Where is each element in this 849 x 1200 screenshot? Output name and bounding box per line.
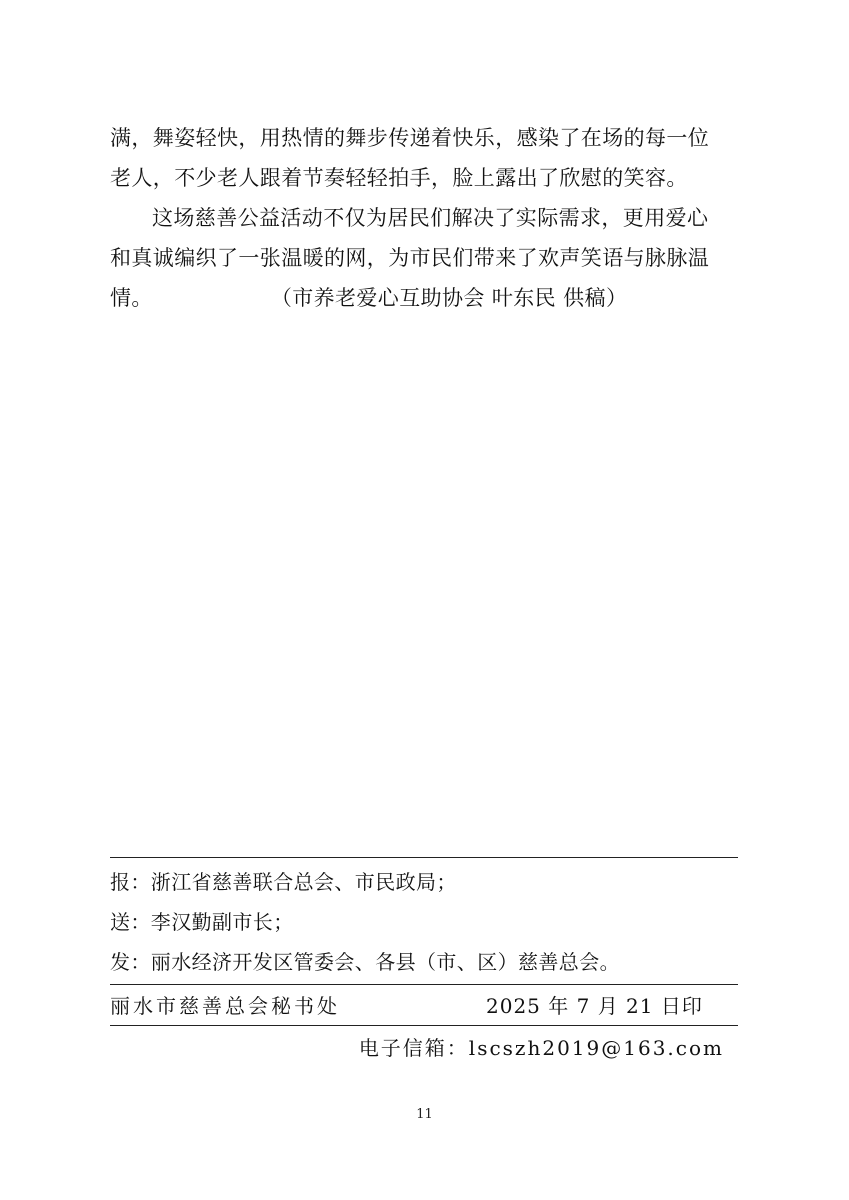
distribution-footer [110,857,738,1070]
body-line: 和真诚编织了一张温暖的网，为市民们带来了欢声笑语与脉脉温 [110,246,710,270]
body-line: 老人，不少老人跟着节奏轻轻拍手，脸上露出了欣慰的笑容。 [110,166,688,190]
issuer-row [110,985,738,1025]
body-line: 情。 [110,286,153,310]
body-line: 满，舞姿轻快，用热情的舞步传递着快乐，感染了在场的每一位 [110,126,710,150]
article-body [110,118,742,318]
body-line: 这场慈善公益活动不仅为居民们解决了实际需求，更用爱心 [152,206,709,230]
body-last-line [110,278,742,318]
send-to-line: 送：李汉勤副市长； [110,910,294,934]
contact-email: 电子信箱：lscszh2019@163.com [358,1036,724,1060]
report-to-line: 报：浙江省慈善联合总会、市民政局； [110,870,457,894]
issuer-name: 丽水市慈善总会秘书处 [110,994,340,1018]
email-row [110,1026,738,1070]
print-date: 2025 年 7 月 21 日印 [486,994,703,1018]
distribute-to-line: 发：丽水经济开发区管委会、各县（市、区）慈善总会。 [110,950,620,974]
author-credit: （市养老爱心互助协会 叶东民 供稿） [270,286,628,310]
footer-top-rule [110,857,738,858]
page-number: 11 [416,1107,433,1122]
